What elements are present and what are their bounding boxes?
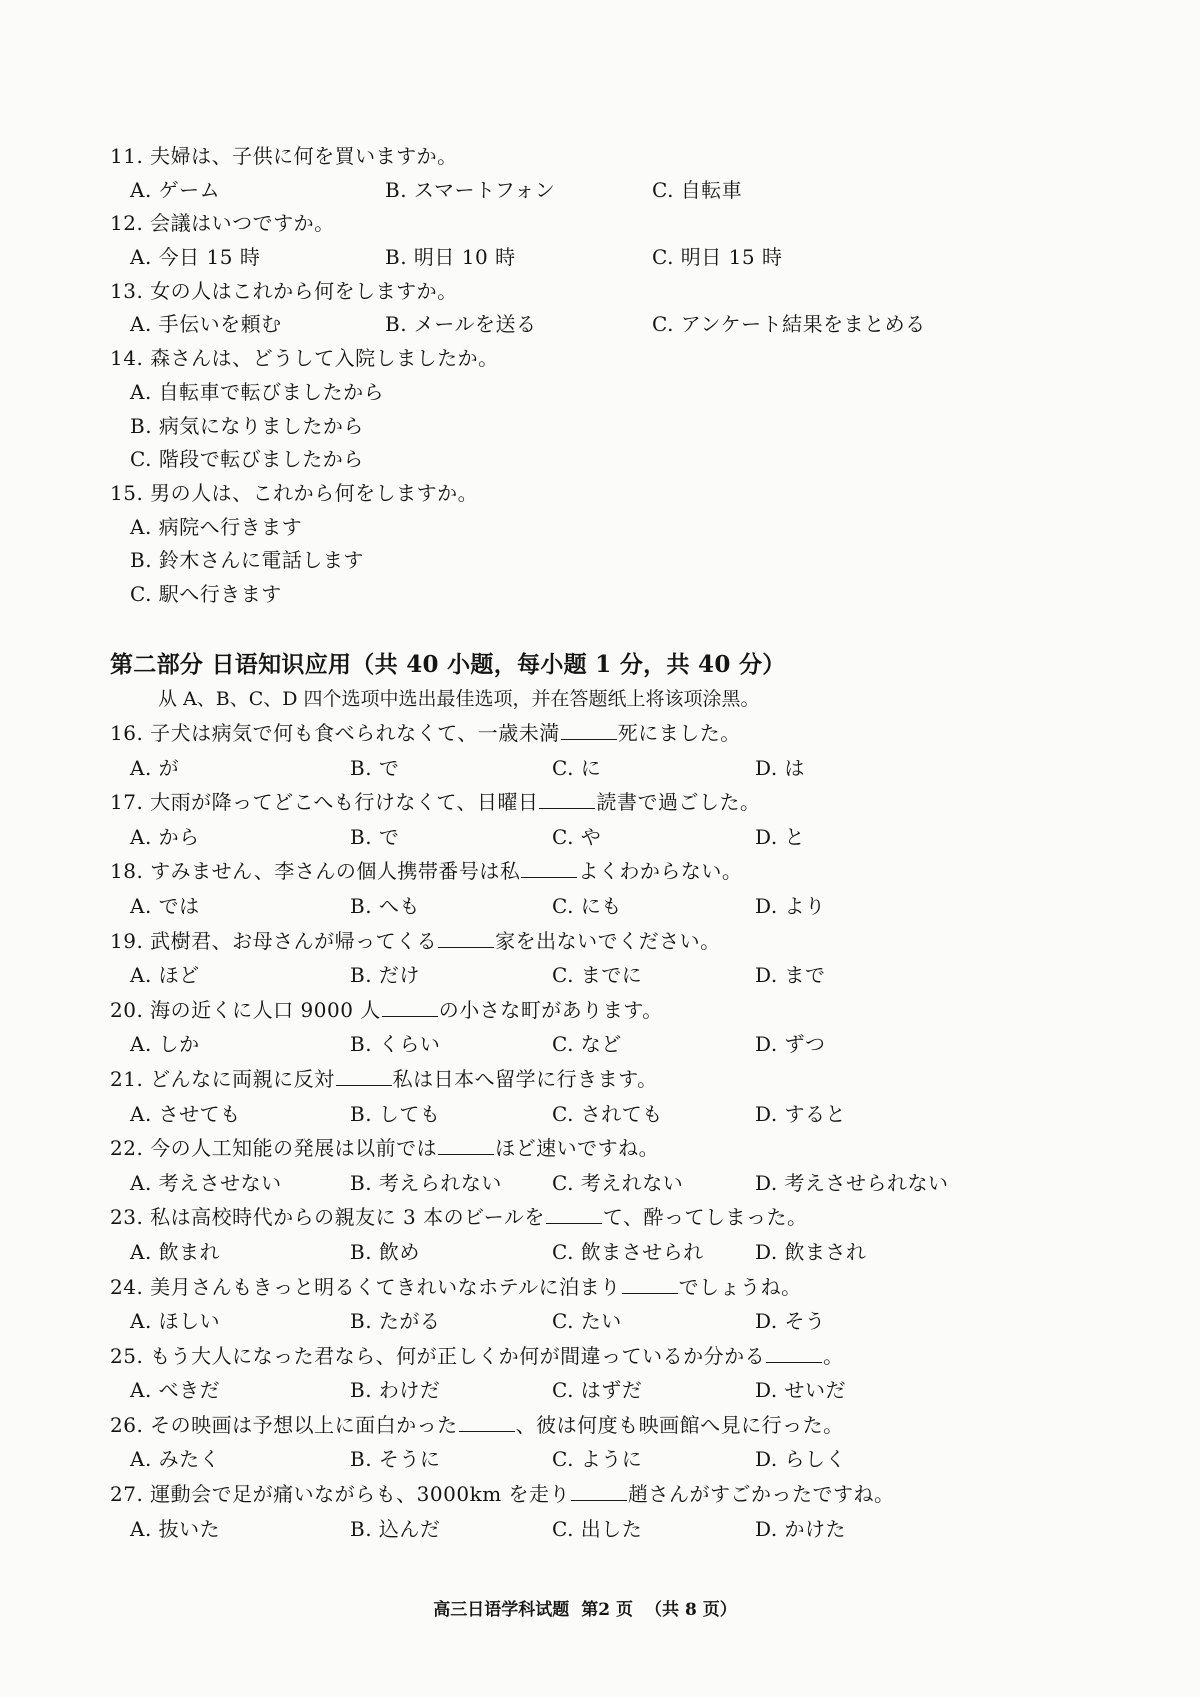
option-b: B. 込んだ	[350, 1516, 441, 1541]
option-a: A. 手伝いを頼む	[130, 312, 282, 337]
question-18	[110, 854, 1150, 889]
option-d: D. すると	[755, 1101, 847, 1126]
question-text-before: 運動会で足が痛いながらも、3000km を走り	[150, 1482, 571, 1507]
listening-questions	[110, 140, 1150, 612]
options-21	[110, 1097, 1150, 1132]
question-15	[110, 477, 1150, 511]
option-d: D. まで	[755, 963, 826, 988]
question-text-before: 大雨が降ってどこへも行けなくて、日曜日	[150, 790, 539, 815]
question-number: 18.	[110, 859, 144, 884]
question-text-before: 武樹君、お母さんが帰ってくる	[150, 928, 438, 953]
option-a: A. では	[130, 893, 200, 918]
option-a: A. べきだ	[130, 1378, 221, 1403]
option-c: C. アンケート結果をまとめる	[652, 312, 926, 337]
options-23	[110, 1235, 1150, 1270]
option-a: A. が	[130, 755, 180, 780]
question-text-before: 子犬は病気で何も食べられなくて、一歳未満	[150, 721, 560, 745]
option-b: B. で	[350, 824, 400, 849]
question-text-before: 美月さんもきっと明るくてきれいなホテルに泊まり	[150, 1274, 621, 1299]
question-text-after: 読書で過ごした。	[596, 790, 761, 815]
option-a: A. ほど	[130, 963, 200, 988]
option-a: A. 考えさせない	[130, 1170, 282, 1195]
question-text-after: でしょうね。	[678, 1274, 802, 1299]
question-27	[110, 1477, 1150, 1512]
option-d: D. そう	[755, 1309, 826, 1334]
option-c: C. たい	[552, 1309, 622, 1334]
question-19	[110, 924, 1150, 959]
options-16	[110, 751, 1150, 786]
option-a: A. ゲーム	[130, 177, 221, 202]
answer-blank	[521, 876, 577, 878]
question-number: 25.	[110, 1343, 144, 1368]
question-text-after: 私は日本へ留学に行きます。	[392, 1066, 658, 1091]
option-a: A. しか	[130, 1032, 200, 1057]
question-text-before: もう大人になった君なら、何が正しくか何が間違っているか分かる	[150, 1343, 766, 1368]
options-24	[110, 1304, 1150, 1339]
option-c: C. など	[552, 1032, 622, 1057]
question-22	[110, 1131, 1150, 1166]
option-d: D. らしく	[755, 1447, 847, 1472]
question-text-after: 趙さんがすごかったですね。	[628, 1482, 895, 1507]
answer-blank	[571, 1499, 627, 1501]
option-d: D. せいだ	[755, 1378, 847, 1403]
option-a: A. 飲まれ	[130, 1239, 221, 1264]
question-16	[110, 716, 1150, 751]
options-17	[110, 820, 1150, 855]
option-c: C. 飲まさせられ	[552, 1239, 704, 1264]
question-14	[110, 342, 1150, 376]
section-instruction: 从 A、B、C、D 四个选项中选出最佳选项，并在答题纸上将该项涂黑。	[158, 688, 760, 710]
answer-blank	[622, 1292, 678, 1294]
option-b: B. メールを送る	[385, 312, 537, 337]
options-12	[110, 241, 1150, 275]
options-11	[110, 174, 1150, 208]
question-number: 20.	[110, 997, 144, 1022]
option-c: C. 明日 15 時	[652, 245, 783, 270]
answer-blank	[459, 1430, 515, 1432]
question-number: 11.	[110, 144, 144, 168]
question-text: 夫婦は、子供に何を買いますか。	[150, 144, 458, 168]
option-c: C. までに	[552, 963, 643, 988]
option-a: A. させても	[130, 1101, 241, 1126]
option-c: C. 自転車	[652, 177, 743, 202]
option-c: C. されても	[552, 1101, 663, 1126]
question-number: 19.	[110, 928, 144, 953]
question-11	[110, 140, 1150, 174]
option-c: C. 考えれない	[552, 1170, 684, 1195]
question-text-after: て、酔ってしまった。	[602, 1205, 808, 1230]
question-26	[110, 1408, 1150, 1443]
question-23	[110, 1200, 1150, 1235]
question-20	[110, 993, 1150, 1028]
option-c: C. 階段で転びましたから	[130, 447, 364, 472]
option-b: B. わけだ	[350, 1378, 441, 1403]
option-b: B. しても	[350, 1101, 441, 1126]
option-b: B. 飲め	[350, 1239, 420, 1264]
option-d: D. と	[755, 824, 806, 849]
question-25	[110, 1339, 1150, 1374]
question-text-after: よくわからない。	[578, 859, 743, 884]
question-number: 22.	[110, 1136, 144, 1161]
question-number: 17.	[110, 790, 144, 815]
options-25	[110, 1373, 1150, 1408]
question-text: 会議はいつですか。	[150, 211, 335, 236]
question-text-after: ほど速いですね。	[495, 1136, 660, 1161]
footer-subject: 高三日语学科试题	[433, 1600, 570, 1620]
options-13	[110, 308, 1150, 342]
question-text: 森さんは、どうして入院しましたか。	[150, 346, 499, 371]
question-number: 12.	[110, 211, 144, 236]
knowledge-section	[110, 648, 1150, 1546]
question-number: 15.	[110, 480, 144, 505]
option-b: B. へも	[350, 893, 420, 918]
option-a: A. ほしい	[130, 1309, 221, 1334]
option-a: A. 自転車で転びましたから	[130, 379, 385, 404]
answer-blank	[382, 1015, 438, 1017]
option-a: A. 抜いた	[130, 1516, 221, 1541]
option-b: B. 考えられない	[350, 1170, 502, 1195]
question-text-after: 死にました。	[617, 721, 741, 745]
question-text-before: 海の近くに人口 9000 人	[150, 997, 381, 1022]
option-d: D. ずつ	[755, 1032, 826, 1057]
option-c: C. にも	[552, 893, 622, 918]
question-text-after: の小さな町があります。	[438, 997, 663, 1022]
option-a: A. 病院へ行きます	[130, 514, 303, 539]
question-number: 27.	[110, 1482, 144, 1507]
question-number: 26.	[110, 1412, 144, 1437]
answer-blank	[766, 1361, 822, 1363]
option-c: C. 出した	[552, 1516, 643, 1541]
option-c: C. はずだ	[552, 1378, 643, 1403]
option-a: A. 今日 15 時	[130, 245, 261, 270]
option-b: B. 鈴木さんに電話します	[130, 548, 364, 573]
option-b: B. くらい	[350, 1032, 441, 1057]
question-number: 14.	[110, 346, 144, 371]
question-text-before: すみません、李さんの個人携帯番号は私	[150, 859, 521, 884]
question-number: 24.	[110, 1274, 144, 1299]
option-a: A. みたく	[130, 1447, 221, 1472]
option-b: B. 明日 10 時	[385, 245, 516, 270]
question-text-before: 今の人工知能の発展は以前では	[150, 1136, 438, 1161]
option-b: B. スマートフォン	[385, 177, 556, 202]
option-c: C. に	[552, 755, 602, 780]
options-19	[110, 958, 1150, 993]
answer-blank	[336, 1084, 392, 1086]
question-text-after: 家を出ないでください。	[495, 928, 721, 953]
answer-blank	[438, 1153, 494, 1155]
option-b: B. 病気になりましたから	[130, 413, 364, 438]
question-text-before: 私は高校時代からの親友に 3 本のビールを	[150, 1205, 545, 1230]
question-13	[110, 275, 1150, 309]
question-text-before: どんなに両親に反対	[150, 1066, 335, 1091]
options-26	[110, 1442, 1150, 1477]
question-17	[110, 785, 1150, 820]
question-21	[110, 1062, 1150, 1097]
page-footer	[0, 1595, 1170, 1625]
option-a: A. から	[130, 824, 200, 849]
option-d: D. より	[755, 893, 826, 918]
answer-blank	[561, 738, 617, 740]
option-d: D. かけた	[755, 1516, 847, 1541]
question-text: 女の人はこれから何をしますか。	[150, 278, 458, 303]
option-d: D. 飲まされ	[755, 1239, 867, 1264]
option-d: D. は	[755, 755, 806, 780]
question-text: 男の人は、これから何をしますか。	[150, 480, 479, 505]
option-b: B. そうに	[350, 1447, 441, 1472]
footer-total-pages: （共 8 页）	[645, 1600, 737, 1620]
option-c: C. 駅へ行きます	[130, 581, 282, 606]
question-number: 23.	[110, 1205, 144, 1230]
footer-page-number: 第2 页	[581, 1600, 634, 1620]
question-number: 21.	[110, 1066, 144, 1091]
options-27	[110, 1512, 1150, 1547]
section-heading: 第二部分 日语知识应用（共 40 小题，每小题 1 分，共 40 分）	[110, 651, 786, 678]
question-number: 16.	[110, 721, 144, 745]
option-c: C. や	[552, 824, 602, 849]
answer-blank	[539, 807, 595, 809]
option-b: B. で	[350, 755, 400, 780]
question-text-after: 。	[823, 1343, 844, 1368]
option-d: D. 考えさせられない	[755, 1170, 949, 1195]
answer-blank	[438, 946, 494, 948]
options-22	[110, 1166, 1150, 1201]
option-b: B. だけ	[350, 963, 420, 988]
question-number: 13.	[110, 278, 144, 303]
options-20	[110, 1027, 1150, 1062]
question-text-after: 、彼は何度も映画館へ見に行った。	[515, 1412, 844, 1437]
question-text-before: その映画は予想以上に面白かった	[150, 1412, 458, 1437]
question-24	[110, 1270, 1150, 1305]
question-12	[110, 207, 1150, 241]
option-c: C. ように	[552, 1447, 643, 1472]
options-18	[110, 889, 1150, 924]
option-b: B. たがる	[350, 1309, 441, 1334]
answer-blank	[546, 1222, 602, 1224]
